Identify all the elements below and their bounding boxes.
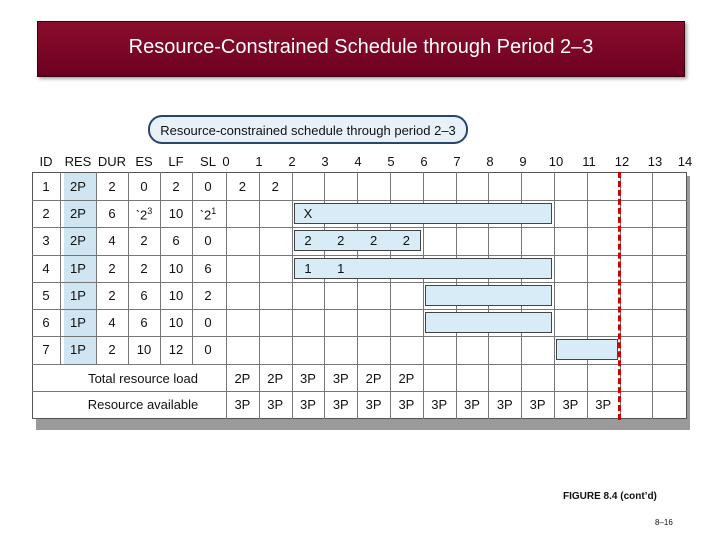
cell-lf: 10	[168, 288, 184, 303]
cell-res: 2P	[70, 179, 86, 194]
resource-available-value: 3P	[529, 397, 546, 412]
cell-lf: 10	[168, 315, 184, 330]
cell-sl: 0	[204, 315, 212, 330]
schedule-mark: 2	[402, 233, 411, 248]
resource-available-label: Resource available	[87, 397, 199, 412]
cell-es: 2	[140, 233, 148, 248]
period-header: 3	[321, 154, 329, 169]
cell-es: 6	[140, 315, 148, 330]
slide-title: Resource-Constrained Schedule through Period 2–3	[128, 36, 594, 58]
resource-available-value: 3P	[464, 397, 480, 412]
resource-available-value: 3P	[431, 397, 448, 412]
header-sl: SL	[200, 154, 216, 169]
cell-dur: 4	[108, 233, 116, 248]
period-header: 6	[420, 154, 428, 169]
schedule-mark: 2	[337, 233, 345, 248]
cell-id: 5	[42, 288, 50, 303]
period-header: 13	[647, 154, 663, 169]
activity-bar	[425, 285, 552, 306]
cell-res: 2P	[70, 233, 86, 248]
header-id: ID	[39, 154, 53, 169]
grid-line	[32, 309, 687, 310]
cell-dur: 2	[108, 179, 116, 194]
cell-es: $`2^3$	[135, 206, 153, 223]
resource-available-value: 3P	[496, 397, 513, 412]
cell-lf: 10	[168, 206, 184, 221]
total-load-value: 2P	[365, 371, 382, 386]
resource-available-value: 3P	[234, 397, 251, 412]
grid-line	[554, 172, 555, 419]
cutoff-line	[618, 172, 621, 420]
header-es: ES	[135, 154, 153, 169]
figure-caption: FIGURE 8.4 (cont’d)	[563, 491, 657, 502]
period-header: 7	[453, 154, 461, 169]
schedule-mark: 2	[271, 179, 279, 194]
header-lf: LF	[168, 154, 184, 169]
cell-lf: 10	[168, 261, 184, 276]
period-header: 1	[255, 154, 263, 169]
resource-available-value: 3P	[300, 397, 316, 412]
cell-res: 2P	[70, 206, 86, 221]
cell-sl-superscript: 1	[211, 206, 217, 216]
cell-dur: 2	[108, 342, 116, 357]
cell-dur: 4	[108, 315, 116, 330]
cell-es: 10	[136, 342, 152, 357]
grid-line	[32, 227, 687, 228]
resource-available-value: 3P	[562, 397, 579, 412]
total-load-value: 2P	[234, 371, 251, 386]
cell-id: 2	[42, 206, 50, 221]
grid-line	[587, 172, 588, 419]
panel-title-pill	[148, 115, 468, 144]
cell-sl: 0	[204, 233, 212, 248]
cell-sl: 0	[204, 342, 212, 357]
cell-res: 1P	[70, 315, 86, 330]
resource-available-value: 3P	[332, 397, 349, 412]
total-load-value: 2P	[267, 371, 284, 386]
page-number: 8–16	[655, 518, 673, 527]
total-load-value: 2P	[398, 371, 415, 386]
grid-line	[32, 200, 687, 201]
cell-es: 0	[140, 179, 148, 194]
total-load-value: 3P	[300, 371, 316, 386]
cell-id: 7	[42, 342, 50, 357]
period-header: 5	[387, 154, 395, 169]
schedule-mark: 2	[304, 233, 312, 248]
period-header: 8	[486, 154, 494, 169]
cell-res: 1P	[70, 288, 86, 303]
schedule-mark: 2	[369, 233, 378, 248]
cell-id: 6	[42, 315, 50, 330]
activity-bar	[294, 203, 552, 224]
cell-res: 1P	[70, 342, 86, 357]
activity-bar	[556, 339, 618, 360]
schedule-mark: 1	[337, 261, 345, 276]
grid-line	[32, 282, 687, 283]
period-header: 10	[548, 154, 564, 169]
cell-es-superscript: 3	[147, 206, 153, 216]
panel-title: Resource-constrained schedule through period 2–3	[160, 123, 456, 138]
grid-line	[32, 336, 687, 337]
activity-bar	[425, 312, 552, 333]
grid-line	[32, 255, 687, 256]
schedule-mark: X	[303, 206, 313, 221]
header-res: RES	[64, 154, 92, 169]
period-header: 12	[614, 154, 630, 169]
period-header: 14	[677, 154, 693, 169]
period-header: 11	[582, 154, 596, 169]
schedule-mark: 1	[304, 261, 312, 276]
cell-lf: 12	[168, 342, 184, 357]
cell-lf: 6	[172, 233, 180, 248]
slide-title-bar	[37, 21, 685, 77]
resource-available-value: 3P	[398, 397, 415, 412]
schedule-mark: 2	[238, 179, 247, 194]
total-load-value: 3P	[332, 371, 349, 386]
resource-available-value: 3P	[365, 397, 382, 412]
resource-available-value: 3P	[595, 397, 612, 412]
resource-available-value: 3P	[267, 397, 284, 412]
grid-line	[652, 172, 653, 419]
cell-sl: $`2^1$	[199, 206, 217, 223]
cell-dur: 2	[108, 261, 116, 276]
cell-id: 4	[42, 261, 50, 276]
cell-sl: 6	[204, 261, 212, 276]
cell-id: 3	[42, 233, 50, 248]
grid-line	[32, 364, 687, 365]
header-dur: DUR	[97, 154, 127, 169]
cell-dur: 2	[108, 288, 116, 303]
cell-lf: 2	[172, 179, 180, 194]
cell-es: 6	[140, 288, 148, 303]
period-header: 9	[519, 154, 527, 169]
cell-dur: 6	[108, 206, 116, 221]
cell-id: 1	[42, 179, 50, 194]
cell-sl: 2	[204, 288, 212, 303]
total-load-label: Total resource load	[88, 371, 198, 386]
cell-es: 2	[140, 261, 148, 276]
period-header: 0	[222, 154, 230, 169]
cell-res: 1P	[70, 261, 86, 276]
cell-sl: 0	[204, 179, 212, 194]
period-header: 4	[354, 154, 362, 169]
period-header: 2	[288, 154, 296, 169]
grid-line	[32, 391, 687, 392]
